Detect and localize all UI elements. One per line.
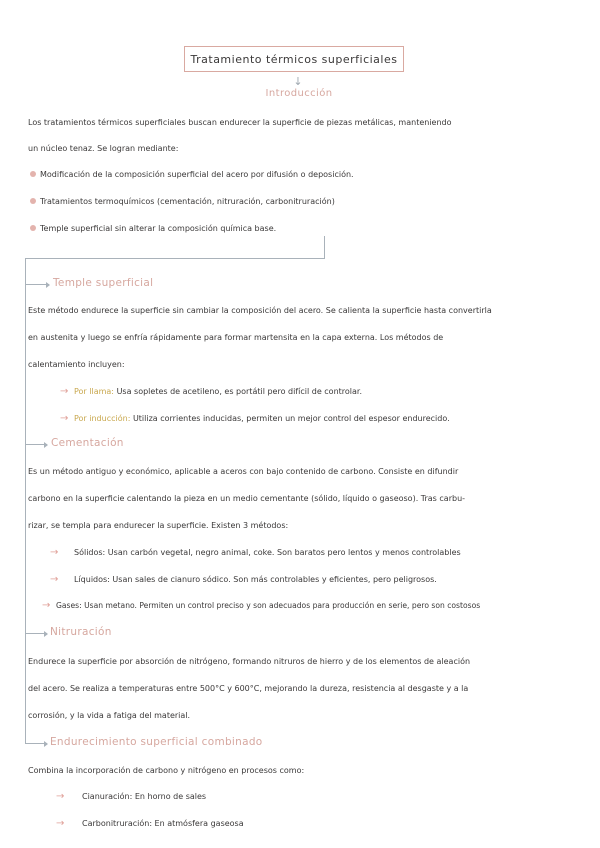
temple-item-llama-text: Usa sopletes de acetileno, es portátil pero difícil de controlar. (116, 387, 363, 396)
arrow-icon: → (50, 547, 59, 558)
nitruracion-line-2: del acero. Se realiza a temperaturas entre 500°C y 600°C, mejorando la dureza, resistencia al desgaste y a la (28, 684, 469, 693)
temple-item-llama-label: Por llama: (74, 387, 115, 396)
temple-line-1: Este método endurece la superficie sin cambiar la composición del acero. Se calienta la superficie hasta convertirla (28, 306, 492, 315)
outline-frame-connector (324, 236, 325, 258)
outline-frame-spine (25, 258, 26, 744)
temple-line-2: en austenita y luego se enfría rápidamente para formar martensita en la capa externa. Los métodos de (28, 333, 444, 342)
temple-item-induccion-label: Por inducción: (74, 414, 131, 423)
arrow-icon: → (56, 818, 65, 829)
arrow-icon: → (60, 413, 69, 424)
document-title-text: Tratamiento térmicos superficiales (190, 52, 398, 66)
combinado-line-1: Combina la incorporación de carbono y nitrógeno en procesos como: (28, 766, 305, 775)
temple-line-3: calentamiento incluyen: (28, 360, 125, 369)
intro-bullet-1: Modificación de la composición superficial del acero por difusión o deposición. (40, 170, 354, 179)
branch-arrow-icon (25, 284, 49, 285)
cementacion-item-solidos: Sólidos: Usan carbón vegetal, negro animal, coke. Son baratos pero lentos y menos controlables (74, 548, 461, 557)
down-arrow-icon: ↓ (293, 75, 303, 88)
arrow-icon: → (42, 600, 51, 611)
section-heading-combinado: Endurecimiento superficial combinado (50, 736, 263, 748)
arrow-icon: → (50, 574, 59, 585)
temple-item-induccion-text: Utiliza corrientes inducidas, permiten un mejor control del espesor endurecido. (132, 414, 450, 423)
section-heading-cementacion: Cementación (51, 437, 124, 449)
intro-line-1: Los tratamientos térmicos superficiales buscan endurecer la superficie de piezas metálicas, manteniendo (28, 118, 452, 127)
temple-item-induccion (74, 413, 450, 424)
cementacion-line-3: rizar, se templa para endurecer la superficie. Existen 3 métodos: (28, 521, 289, 530)
branch-arrow-icon (25, 444, 47, 445)
document-title (184, 46, 404, 72)
cementacion-item-gases: Gases: Usan metano. Permiten un control preciso y son adecuados para producción en serie, pero son costosos (56, 601, 481, 610)
intro-line-2: un núcleo tenaz. Se logran mediante: (28, 144, 179, 153)
section-heading-temple: Temple superficial (53, 277, 154, 289)
nitruracion-line-1: Endurece la superficie por absorción de nitrógeno, formando nitruros de hierro y de los elementos de aleación (28, 657, 471, 666)
outline-frame-top (25, 258, 325, 259)
nitruracion-line-3: corrosión, y la vida a fatiga del material. (28, 711, 191, 720)
arrow-icon: → (56, 791, 65, 802)
intro-heading: Introducción (265, 88, 333, 99)
bullet-dot-icon (30, 225, 36, 231)
intro-bullet-3: Temple superficial sin alterar la composición química base. (40, 224, 277, 233)
cementacion-line-2: carbono en la superficie calentando la pieza en un medio cementante (sólido, líquido o gaseoso). Tras carbu- (28, 494, 466, 503)
combinado-item-carbonitruracion: Carbonitruración: En atmósfera gaseosa (82, 819, 244, 828)
section-heading-nitruracion: Nitruración (50, 626, 112, 638)
intro-bullet-2: Tratamientos termoquímicos (cementación, nitruración, carbonitruración) (40, 197, 335, 206)
cementacion-line-1: Es un método antiguo y económico, aplicable a aceros con bajo contenido de carbono. Consiste en difundir (28, 467, 459, 476)
arrow-icon: → (60, 386, 69, 397)
combinado-item-cianuracion: Cianuración: En horno de sales (82, 792, 207, 801)
bullet-dot-icon (30, 171, 36, 177)
temple-item-llama (74, 386, 362, 397)
bullet-dot-icon (30, 198, 36, 204)
cementacion-item-liquidos: Líquidos: Usan sales de cianuro sódico. Son más controlables y eficientes, pero peligrosos. (74, 575, 437, 584)
branch-arrow-icon (25, 743, 47, 744)
branch-arrow-icon (25, 633, 47, 634)
